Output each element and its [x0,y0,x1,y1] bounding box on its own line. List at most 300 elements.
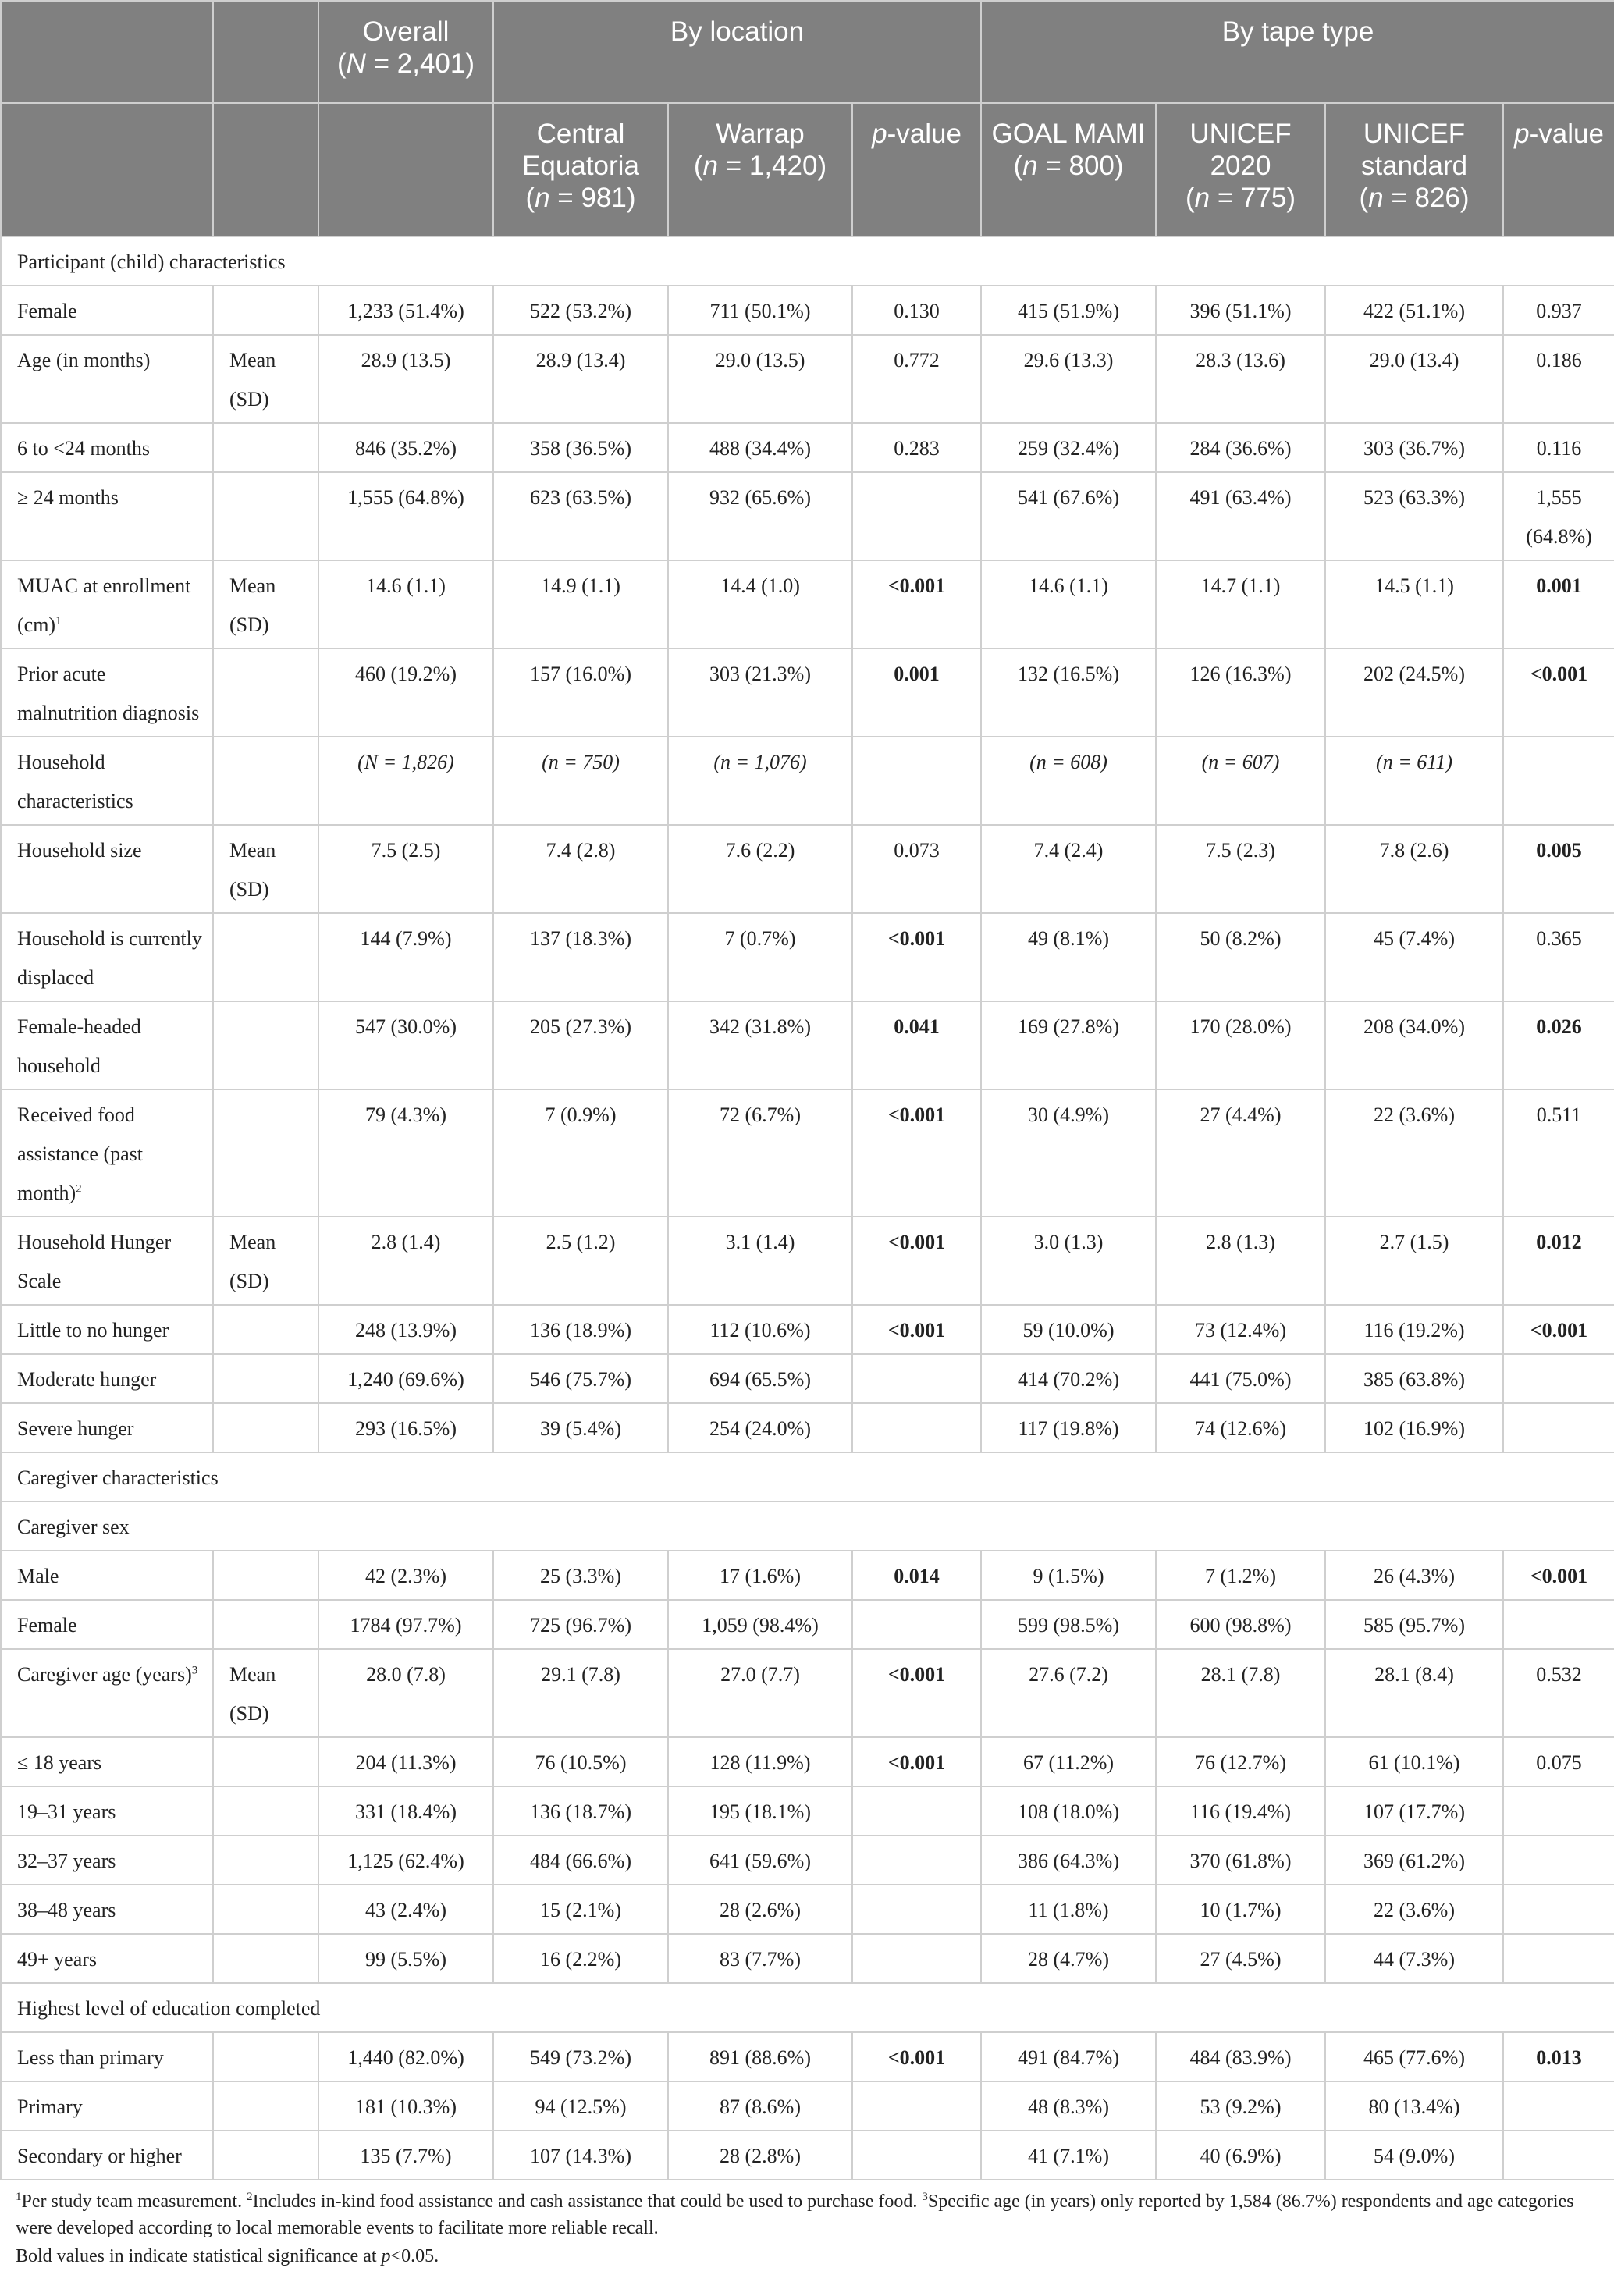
row-label-text: MUAC at enrollment (cm) [17,574,191,636]
row-label [1,1649,213,1737]
cell-value: 1,555 (64.8%) [318,472,493,560]
table-row [1,649,1614,737]
cell-value: 441 (75.0%) [1156,1354,1325,1403]
cell-value: 204 (11.3%) [318,1737,493,1786]
row-stat [213,472,318,560]
cell-value: 22 (3.6%) [1325,1089,1503,1217]
section-label: Caregiver sex [1,1502,1614,1551]
cell-value [1503,1786,1614,1836]
footnote-2-prefix: Bold values in indicate statistical significance at [16,2246,382,2266]
cell-value: 76 (12.7%) [1156,1737,1325,1786]
cell-value: 29.0 (13.4) [1325,335,1503,423]
cell-value: 112 (10.6%) [668,1305,852,1354]
cell-value: 14.4 (1.0) [668,560,852,649]
cell-value: 248 (13.9%) [318,1305,493,1354]
column-header-name: p-value [872,119,962,149]
cell-value: 205 (27.3%) [493,1001,668,1089]
row-stat [213,423,318,472]
cell-value: 80 (13.4%) [1325,2081,1503,2131]
cell-value: 28.3 (13.6) [1156,335,1325,423]
cell-value: 7 (1.2%) [1156,1551,1325,1600]
cell-value: 44 (7.3%) [1325,1934,1503,1983]
row-label-text: 38–48 years [17,1899,116,1921]
row-stat: Mean (SD) [213,1217,318,1305]
cell-value: 40 (6.9%) [1156,2131,1325,2180]
cell-value: 2.7 (1.5) [1325,1217,1503,1305]
row-label-text: Male [17,1565,59,1587]
cell-value: 0.014 [852,1551,981,1600]
row-stat [213,1786,318,1836]
row-stat [213,1934,318,1983]
section-row [1,1983,1614,2032]
column-header-name: UNICEF standard [1360,119,1468,181]
row-label-text: Household characteristics [17,751,133,812]
cell-value: 259 (32.4%) [981,423,1156,472]
row-stat [213,1354,318,1403]
table-row [1,1305,1614,1354]
cell-value: <0.001 [1503,1551,1614,1600]
row-label-text: Primary [17,2095,83,2118]
row-stat [213,2131,318,2180]
row-label [1,1403,213,1452]
header-by-tape: By tape type [981,1,1614,103]
cell-value [852,1934,981,1983]
cell-value: 7.6 (2.2) [668,825,852,913]
table-row [1,1354,1614,1403]
cell-value: (N = 1,826) [318,737,493,825]
table-row [1,2131,1614,2180]
cell-value: 48 (8.3%) [981,2081,1156,2131]
column-header [981,103,1156,236]
cell-value: (n = 1,076) [668,737,852,825]
cell-value: 41 (7.1%) [981,2131,1156,2180]
cell-value: 342 (31.8%) [668,1001,852,1089]
cell-value: 491 (84.7%) [981,2032,1156,2081]
cell-value: 7 (0.7%) [668,913,852,1001]
cell-value: 43 (2.4%) [318,1885,493,1934]
row-stat [213,2032,318,2081]
column-header [852,103,981,236]
cell-value: 39 (5.4%) [493,1403,668,1452]
cell-value: 293 (16.5%) [318,1403,493,1452]
cell-value: 415 (51.9%) [981,286,1156,335]
row-stat [213,1305,318,1354]
cell-value: 25 (3.3%) [493,1551,668,1600]
section-label: Caregiver characteristics [1,1452,1614,1502]
footnote-1 [16,2188,1600,2241]
cell-value: 28.1 (7.8) [1156,1649,1325,1737]
cell-value: 72 (6.7%) [668,1089,852,1217]
cell-value: 157 (16.0%) [493,649,668,737]
header-overall [318,1,493,103]
footnote-2 [16,2243,1600,2269]
header-blank [1,1,213,103]
row-label [1,1551,213,1600]
header-by-location: By location [493,1,981,103]
row-stat [213,737,318,825]
cell-value: 49 (8.1%) [981,913,1156,1001]
row-label [1,1786,213,1836]
cell-value: 2.8 (1.3) [1156,1217,1325,1305]
cell-value: 422 (51.1%) [1325,286,1503,335]
cell-value: 14.7 (1.1) [1156,560,1325,649]
cell-value: 7.4 (2.4) [981,825,1156,913]
cell-value: 28.1 (8.4) [1325,1649,1503,1737]
cell-value: 358 (36.5%) [493,423,668,472]
cell-value: 711 (50.1%) [668,286,852,335]
cell-value: 50 (8.2%) [1156,913,1325,1001]
footnote-marker: 2 [76,1182,82,1196]
cell-value: 169 (27.8%) [981,1001,1156,1089]
cell-value: 523 (63.3%) [1325,472,1503,560]
row-stat [213,2081,318,2131]
row-label [1,1836,213,1885]
table-row [1,1836,1614,1885]
table-row [1,472,1614,560]
row-stat [213,1403,318,1452]
row-label-text: 6 to <24 months [17,437,150,460]
cell-value [1503,1934,1614,1983]
cell-value: 67 (11.2%) [981,1737,1156,1786]
footnote-marker: 1 [16,2191,22,2203]
cell-value: 102 (16.9%) [1325,1403,1503,1452]
cell-value [852,737,981,825]
cell-value [852,1600,981,1649]
row-label-text: Moderate hunger [17,1368,157,1391]
cell-value: 29.1 (7.8) [493,1649,668,1737]
row-label-text: Female [17,300,77,322]
cell-value: 107 (14.3%) [493,2131,668,2180]
cell-value: 547 (30.0%) [318,1001,493,1089]
cell-value: 0.365 [1503,913,1614,1001]
cell-value: 0.026 [1503,1001,1614,1089]
row-label-text: 49+ years [17,1948,98,1971]
cell-value: 3.0 (1.3) [981,1217,1156,1305]
cell-value: 0.073 [852,825,981,913]
cell-value: <0.001 [852,1089,981,1217]
table-row [1,1885,1614,1934]
cell-value: 79 (4.3%) [318,1089,493,1217]
cell-value: 0.186 [1503,335,1614,423]
row-stat [213,286,318,335]
table-row [1,1600,1614,1649]
cell-value: 195 (18.1%) [668,1786,852,1836]
row-label-text: Severe hunger [17,1417,134,1440]
cell-value: 27.6 (7.2) [981,1649,1156,1737]
row-stat: Mean (SD) [213,560,318,649]
cell-value: <0.001 [1503,649,1614,737]
cell-value: <0.001 [852,1217,981,1305]
cell-value: 136 (18.7%) [493,1786,668,1836]
cell-value: 484 (83.9%) [1156,2032,1325,2081]
cell-value: 208 (34.0%) [1325,1001,1503,1089]
row-stat [213,1551,318,1600]
cell-value [1503,1403,1614,1452]
cell-value: <0.001 [852,1649,981,1737]
row-label-text: Prior acute malnutrition diagnosis [17,663,200,724]
row-label-text: ≥ 24 months [17,486,119,509]
cell-value: 14.5 (1.1) [1325,560,1503,649]
cell-value: 14.9 (1.1) [493,560,668,649]
cell-value: 385 (63.8%) [1325,1354,1503,1403]
column-header-name: Warrap [716,119,805,149]
cell-value: 0.013 [1503,2032,1614,2081]
footnote-marker: 1 [55,614,62,627]
footnote-text: Specific age (in years) only reported by 1,584 (86.7%) respondents and age categories were developed according to local memorable events to facilitate more reliable recall. [16,2191,1574,2238]
cell-value: 28 (2.8%) [668,2131,852,2180]
cell-value: 26 (4.3%) [1325,1551,1503,1600]
row-label-text: Secondary or higher [17,2145,182,2167]
cell-value: 2.5 (1.2) [493,1217,668,1305]
row-label [1,1217,213,1305]
cell-value: 126 (16.3%) [1156,649,1325,737]
cell-value: 541 (67.6%) [981,472,1156,560]
cell-value: 460 (19.2%) [318,649,493,737]
table-row [1,1786,1614,1836]
header-blank [213,1,318,103]
cell-value: 83 (7.7%) [668,1934,852,1983]
row-label [1,1600,213,1649]
cell-value: 27 (4.5%) [1156,1934,1325,1983]
cell-value: 16 (2.2%) [493,1934,668,1983]
footnote-marker: 3 [922,2191,928,2203]
cell-value: 1784 (97.7%) [318,1600,493,1649]
cell-value [852,472,981,560]
table-row [1,2081,1614,2131]
cell-value: 94 (12.5%) [493,2081,668,2131]
column-header [1503,103,1614,236]
cell-value: 73 (12.4%) [1156,1305,1325,1354]
cell-value [1503,1836,1614,1885]
cell-value [1503,737,1614,825]
column-header-name: GOAL MAMI [991,119,1146,149]
row-stat [213,1600,318,1649]
row-label [1,913,213,1001]
footnote-marker: 2 [247,2191,253,2203]
cell-value: <0.001 [852,560,981,649]
row-label [1,335,213,423]
cell-value: 29.0 (13.5) [668,335,852,423]
cell-value [852,1836,981,1885]
section-label: Participant (child) characteristics [1,236,1614,286]
column-header-n: (n = 1,420) [693,151,827,181]
cell-value: 484 (66.6%) [493,1836,668,1885]
footnote-2-suffix: <0.05. [390,2246,439,2266]
row-label [1,2081,213,2131]
cell-value: 27.0 (7.7) [668,1649,852,1737]
cell-value: 1,555 (64.8%) [1503,472,1614,560]
table-row [1,737,1614,825]
row-label-text: Age (in months) [17,349,151,371]
table-row [1,1737,1614,1786]
row-label-text: Female [17,1614,77,1637]
column-header-n: (n = 981) [525,183,636,213]
cell-value: 28.9 (13.4) [493,335,668,423]
row-stat: Mean (SD) [213,825,318,913]
row-stat: Mean (SD) [213,1649,318,1737]
table-row [1,335,1614,423]
cell-value: 74 (12.6%) [1156,1403,1325,1452]
cell-value: 116 (19.4%) [1156,1786,1325,1836]
cell-value: 59 (10.0%) [981,1305,1156,1354]
cell-value: <0.001 [852,1305,981,1354]
cell-value: (n = 611) [1325,737,1503,825]
header-overall-n: (N = 2,401) [336,48,475,79]
row-stat [213,1089,318,1217]
header-overall-label: Overall [362,16,450,47]
section-row [1,1452,1614,1502]
row-label [1,1737,213,1786]
cell-value [852,2081,981,2131]
cell-value: 117 (19.8%) [981,1403,1156,1452]
cell-value: 846 (35.2%) [318,423,493,472]
row-label [1,472,213,560]
cell-value: 7.4 (2.8) [493,825,668,913]
cell-value: 7.5 (2.5) [318,825,493,913]
cell-value: 303 (21.3%) [668,649,852,737]
cell-value [1503,2131,1614,2180]
section-row [1,1502,1614,1551]
row-label [1,1354,213,1403]
section-row [1,236,1614,286]
footnote-text: Includes in-kind food assistance and cash assistance that could be used to purchase food. [252,2191,923,2212]
cell-value: 17 (1.6%) [668,1551,852,1600]
cell-value: 15 (2.1%) [493,1885,668,1934]
footnote-2-p: p [381,2246,391,2266]
cell-value: 303 (36.7%) [1325,423,1503,472]
cell-value: 1,125 (62.4%) [318,1836,493,1885]
cell-value [1503,1600,1614,1649]
cell-value: 1,233 (51.4%) [318,286,493,335]
column-header [1325,103,1503,236]
row-label [1,1001,213,1089]
cell-value: 725 (96.7%) [493,1600,668,1649]
cell-value: <0.001 [1503,1305,1614,1354]
column-header [493,103,668,236]
cell-value: 61 (10.1%) [1325,1737,1503,1786]
cell-value: 0.001 [1503,560,1614,649]
cell-value: 10 (1.7%) [1156,1885,1325,1934]
row-stat: Mean (SD) [213,335,318,423]
cell-value: 0.283 [852,423,981,472]
cell-value [852,1786,981,1836]
row-label-text: Household size [17,839,142,862]
cell-value: 891 (88.6%) [668,2032,852,2081]
row-label [1,825,213,913]
cell-value: 0.937 [1503,286,1614,335]
cell-value: 694 (65.5%) [668,1354,852,1403]
cell-value: 386 (64.3%) [981,1836,1156,1885]
cell-value: <0.001 [852,2032,981,2081]
cell-value: 28.9 (13.5) [318,335,493,423]
cell-value: 546 (75.7%) [493,1354,668,1403]
row-label [1,2131,213,2180]
cell-value: 7 (0.9%) [493,1089,668,1217]
cell-value: 932 (65.6%) [668,472,852,560]
row-label [1,2032,213,2081]
row-label [1,423,213,472]
cell-value: 137 (18.3%) [493,913,668,1001]
cell-value: 107 (17.7%) [1325,1786,1503,1836]
table-row [1,1403,1614,1452]
cell-value: 87 (8.6%) [668,2081,852,2131]
cell-value: 0.116 [1503,423,1614,472]
table-header [1,1,1614,236]
cell-value: (n = 750) [493,737,668,825]
row-label [1,286,213,335]
column-header-n: (n = 826) [1359,183,1470,213]
table-row [1,825,1614,913]
cell-value: 128 (11.9%) [668,1737,852,1786]
cell-value: 45 (7.4%) [1325,913,1503,1001]
cell-value: 284 (36.6%) [1156,423,1325,472]
table-row [1,913,1614,1001]
table-row [1,1217,1614,1305]
cell-value: 1,240 (69.6%) [318,1354,493,1403]
row-label-text: ≤ 18 years [17,1751,102,1774]
cell-value [852,1354,981,1403]
cell-value: 14.6 (1.1) [981,560,1156,649]
table-row [1,1089,1614,1217]
cell-value: 116 (19.2%) [1325,1305,1503,1354]
table-row [1,423,1614,472]
row-stat [213,1885,318,1934]
cell-value: 599 (98.5%) [981,1600,1156,1649]
footnote-marker: 3 [191,1664,198,1677]
table-row [1,286,1614,335]
cell-value: 30 (4.9%) [981,1089,1156,1217]
column-header-name: p-value [1514,119,1604,149]
cell-value: 0.532 [1503,1649,1614,1737]
cell-value: 331 (18.4%) [318,1786,493,1836]
row-label-text: Household Hunger Scale [17,1231,172,1292]
row-label [1,560,213,649]
cell-value: 54 (9.0%) [1325,2131,1503,2180]
column-header-name: UNICEF 2020 [1189,119,1292,181]
cell-value: 28 (4.7%) [981,1934,1156,1983]
column-header-row [1,103,1614,236]
row-label-text: Received food assistance (past month) [17,1104,144,1204]
cell-value: 549 (73.2%) [493,2032,668,2081]
cell-value: 1,059 (98.4%) [668,1600,852,1649]
row-label-text: 32–37 years [17,1850,116,1872]
cell-value: (n = 607) [1156,737,1325,825]
cell-value [1503,1354,1614,1403]
cell-value: 181 (10.3%) [318,2081,493,2131]
cell-value [852,2131,981,2180]
cell-value: 9 (1.5%) [981,1551,1156,1600]
table-row [1,1649,1614,1737]
cell-value: 76 (10.5%) [493,1737,668,1786]
table-row [1,1934,1614,1983]
cell-value: 0.005 [1503,825,1614,913]
cell-value: 144 (7.9%) [318,913,493,1001]
cell-value: 370 (61.8%) [1156,1836,1325,1885]
cell-value: 28 (2.6%) [668,1885,852,1934]
cell-value: 488 (34.4%) [668,423,852,472]
cell-value [1503,1885,1614,1934]
cell-value: 0.075 [1503,1737,1614,1786]
cell-value: 641 (59.6%) [668,1836,852,1885]
column-header [1156,103,1325,236]
table-row [1,1001,1614,1089]
row-label [1,1934,213,1983]
cell-value: 600 (98.8%) [1156,1600,1325,1649]
cell-value: 22 (3.6%) [1325,1885,1503,1934]
row-label [1,737,213,825]
row-label-text: 19–31 years [17,1800,116,1823]
cell-value: <0.001 [852,1737,981,1786]
